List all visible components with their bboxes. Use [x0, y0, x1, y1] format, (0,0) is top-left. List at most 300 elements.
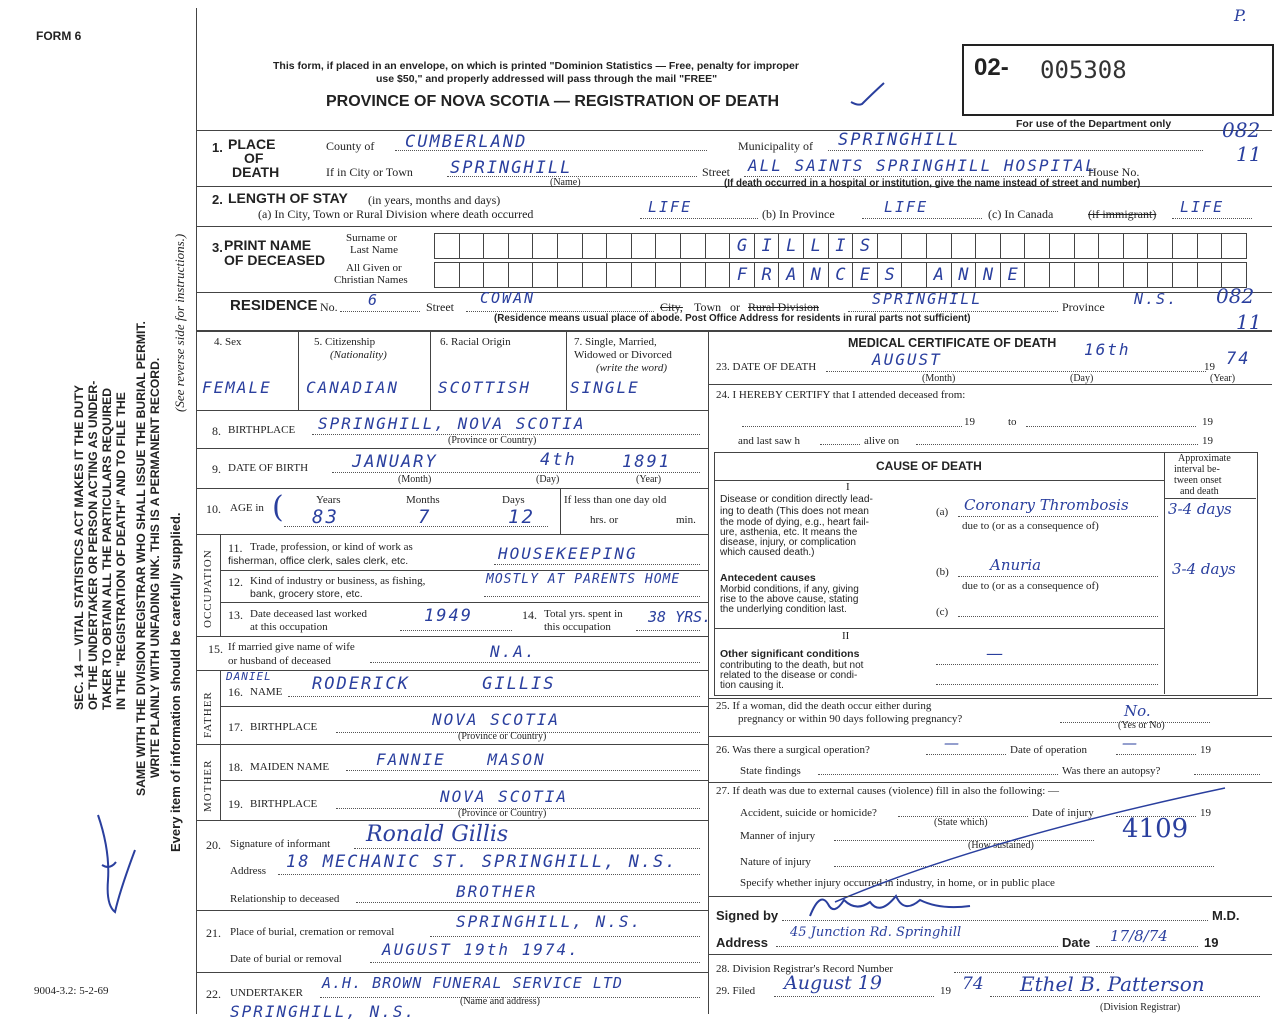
res-street-label: Street	[426, 300, 454, 314]
s26-dash: —	[1122, 734, 1137, 752]
s17-num: 17.	[228, 720, 243, 734]
given-box	[1172, 262, 1198, 288]
s22-l1: UNDERTAKER	[230, 987, 304, 999]
street-value: ALL SAINTS SPRINGHILL HOSPITAL	[748, 156, 1097, 175]
s10-months: 7	[418, 506, 432, 528]
surname-box	[1024, 233, 1050, 259]
given-letter: F	[736, 265, 748, 285]
age-bracket: (	[272, 490, 284, 525]
ant1: Antecedent causes	[720, 572, 816, 584]
ant4: the underlying condition last.	[720, 604, 847, 615]
s14-l1: Total yrs. spent in	[544, 608, 623, 620]
date-label: Date	[1062, 935, 1091, 950]
s21-num: 21.	[206, 926, 221, 940]
s22-value: A.H. BROWN FUNERAL SERVICE LTD	[322, 974, 623, 992]
s25-value: No.	[1124, 702, 1151, 720]
corner-mark: P.	[1234, 6, 1247, 25]
s7-label1: 7. Single, Married,	[574, 336, 657, 348]
surname-letter: G	[736, 236, 748, 256]
s16-value: RODERICK GILLIS	[312, 674, 556, 694]
given-box	[828, 262, 854, 288]
med-title: MEDICAL CERTIFICATE OF DEATH	[848, 336, 1057, 350]
s24-l2: and last saw h	[738, 435, 801, 447]
s19-num: 19.	[228, 797, 243, 811]
s24-19c: 19	[1202, 435, 1213, 447]
city-label: If in City or Town	[326, 165, 413, 179]
signed-label: Signed by	[716, 908, 779, 923]
surname-box	[1172, 233, 1198, 259]
d5: disease, injury, or complication	[720, 537, 856, 548]
s8-num: 8.	[212, 424, 221, 438]
s20-addr: 18 MECHANIC ST. SPRINGHILL, N.S.	[286, 852, 678, 872]
res-province-label: Province	[1062, 300, 1105, 314]
s20-l1: Signature of informant	[230, 838, 331, 850]
interval-h2: interval be-	[1174, 464, 1220, 475]
s27-code: 4109	[1122, 814, 1189, 844]
due-2: due to (or as a consequence of)	[962, 580, 1099, 592]
filed-year: 74	[962, 974, 984, 994]
s11-num: 11.	[228, 541, 243, 555]
cause-a-interval: 3-4 days	[1168, 500, 1232, 518]
surname-box	[1123, 233, 1149, 259]
s12-l1: Kind of industry or business, as fishing,	[250, 575, 426, 587]
s10-years: 83	[312, 506, 339, 528]
date-19: 19	[1204, 935, 1219, 950]
cause-title: CAUSE OF DEATH	[876, 459, 982, 473]
s3-title2: OF DECEASED	[224, 252, 326, 268]
s6-value: SCOTTISH	[438, 378, 532, 397]
given-box	[926, 262, 952, 288]
given-box	[1000, 262, 1026, 288]
surname-box	[434, 233, 460, 259]
surname-box	[532, 233, 558, 259]
given-box	[1049, 262, 1075, 288]
given-box	[754, 262, 780, 288]
surname-box	[680, 233, 706, 259]
s25-l2: pregnancy or within 90 days following pregnancy?	[738, 713, 963, 725]
s11-value: HOUSEKEEPING	[498, 544, 638, 563]
s10-label: AGE in	[230, 502, 264, 514]
given-box	[1074, 262, 1100, 288]
surname-box	[852, 233, 878, 259]
side-scribble	[80, 810, 150, 920]
s2-c-label: (c) In Canada	[988, 207, 1054, 221]
hospital-note: (If death occurred in a hospital or institution, give the name instead of street and number)	[724, 178, 1141, 189]
surname-letter: I	[835, 236, 846, 256]
s16-num: 16.	[228, 685, 243, 699]
s13-value: 1949	[424, 606, 473, 626]
surname-box	[975, 233, 1001, 259]
s24-19a: 19	[964, 416, 975, 428]
res-town: SPRINGHILL	[872, 290, 983, 308]
s2-num: 2.	[212, 192, 223, 207]
given-box	[655, 262, 681, 288]
s10-lt: If less than one day old	[564, 494, 667, 506]
notice-line1: This form, if placed in an envelope, on which is printed "Dominion Statistics — Free, penalty for improper	[273, 60, 799, 72]
s2-sub: (in years, months and days)	[368, 193, 501, 207]
given-box	[606, 262, 632, 288]
s27-manner: Manner of injury	[740, 830, 816, 842]
surname-box	[1074, 233, 1100, 259]
surname-box	[901, 233, 927, 259]
s9-day: 4th	[540, 450, 577, 470]
given-box	[508, 262, 534, 288]
s19-sub: (Province or Country)	[458, 808, 547, 819]
s10-days: 12	[508, 506, 535, 528]
given-box	[557, 262, 583, 288]
address-label: Address	[716, 935, 769, 950]
s1-code2: 11	[1236, 142, 1262, 166]
given-box	[852, 262, 878, 288]
s22-num: 22.	[206, 987, 221, 1001]
s13-l1: Date deceased last worked	[250, 608, 367, 620]
s23-century: 19	[1204, 361, 1215, 373]
s27-state: (State which)	[934, 817, 988, 828]
res-or: or	[730, 300, 740, 314]
s22-value2: SPRINGHILL, N.S.	[230, 1002, 417, 1021]
s9-label: DATE OF BIRTH	[228, 462, 309, 474]
given-box	[1147, 262, 1173, 288]
s2-c-value: LIFE	[1180, 198, 1225, 216]
d1: Disease or condition directly lead-	[720, 494, 873, 505]
s17-l1: BIRTHPLACE	[250, 721, 318, 733]
s10-days-label: Days	[502, 494, 525, 506]
s14-value: 38 YRS.	[648, 608, 712, 626]
d6: which caused death.)	[720, 547, 815, 558]
father-label: FATHER	[202, 691, 214, 738]
s24-to: to	[1008, 416, 1017, 428]
surname-box	[803, 233, 829, 259]
given-letter: N	[810, 265, 821, 285]
s1-death: DEATH	[232, 164, 280, 180]
s10-years-label: Years	[316, 494, 341, 506]
s9-day-sub: (Day)	[536, 474, 560, 485]
given-box	[975, 262, 1001, 288]
res-city-strike: City,	[660, 300, 683, 314]
given-letter: C	[835, 265, 846, 285]
s26-autopsy: Was there an autopsy?	[1062, 765, 1161, 777]
s8-sub: (Province or Country)	[448, 435, 537, 446]
s20-num: 20.	[206, 838, 221, 852]
s10-num: 10.	[206, 502, 221, 516]
s9-num: 9.	[212, 462, 221, 476]
s5-label2: (Nationality)	[330, 349, 387, 361]
given-box	[901, 262, 927, 288]
surname-letter: I	[761, 236, 772, 256]
s21-place: SPRINGHILL, N.S.	[456, 912, 643, 931]
given-box	[729, 262, 755, 288]
s11-l2: fisherman, office clerk, sales clerk, etc.	[228, 555, 409, 567]
md-label: M.D.	[1212, 908, 1240, 923]
other-dash: —	[986, 644, 1003, 664]
surname-box	[1197, 233, 1223, 259]
d4: ure, asthenia, etc. It means the	[720, 527, 858, 538]
cause-a-label: (a)	[936, 506, 949, 518]
s29: 29. Filed	[716, 985, 756, 997]
surname-box	[508, 233, 534, 259]
cause-a-value: Coronary Thrombosis	[964, 496, 1129, 514]
house-label: House No.	[1088, 165, 1140, 179]
s27-date: Date of injury	[1032, 807, 1094, 819]
s8-label: BIRTHPLACE	[228, 424, 296, 436]
ant3: rise to the above cause, stating	[720, 594, 859, 605]
cause-c-label: (c)	[936, 606, 949, 618]
registrar-sub: (Division Registrar)	[1100, 1002, 1181, 1013]
s25-sub: (Yes or No)	[1118, 720, 1165, 731]
res-town-label: Town	[694, 300, 722, 314]
cause-b-value: Anuria	[990, 556, 1042, 574]
s26-l2: State findings	[740, 765, 801, 777]
s23-month: AUGUST	[872, 350, 942, 369]
s27-19: 19	[1200, 807, 1211, 819]
o4: tion causing it.	[720, 680, 784, 691]
s16-pre: DANIEL	[226, 670, 272, 683]
s27-l1: 27. If death was due to external causes (violence) fill in also the following: —	[716, 785, 1060, 797]
surname-box	[1221, 233, 1247, 259]
reg-prefix: 02-	[974, 54, 1009, 81]
s17-value: NOVA SCOTIA	[432, 710, 560, 729]
due-1: due to (or as a consequence of)	[962, 520, 1099, 532]
s23-year-sub: (Year)	[1210, 373, 1236, 384]
municipality-value: SPRINGHILL	[838, 130, 961, 150]
s27-nature: Nature of injury	[740, 856, 811, 868]
surname-box	[606, 233, 632, 259]
o3: related to the disease or condi-	[720, 670, 858, 681]
s9-year: 1891	[622, 452, 671, 472]
form-title: PROVINCE OF NOVA SCOTIA — REGISTRATION OF DEATH	[326, 93, 780, 110]
s18-num: 18.	[228, 760, 243, 774]
s23-day-sub: (Day)	[1070, 373, 1094, 384]
s26-date: Date of operation	[1010, 744, 1087, 756]
s24-l1: 24. I HEREBY CERTIFY that I attended deceased from:	[716, 389, 966, 401]
s2-a-label: (a) In City, Town or Rural Division where death occurred	[258, 207, 534, 221]
given-letter: E	[1007, 265, 1018, 285]
residence-title: RESIDENCE	[230, 297, 318, 314]
s25-l1: 25. If a woman, did the death occur either during	[716, 700, 932, 712]
given-box	[803, 262, 829, 288]
res-no-label: No.	[320, 300, 338, 314]
given-box	[483, 262, 509, 288]
city-value: SPRINGHILL	[450, 158, 573, 178]
given-label2: Christian Names	[334, 274, 408, 286]
s20-addr-label: Address	[230, 865, 267, 877]
s7-value: SINGLE	[570, 378, 640, 397]
given-letter: R	[761, 265, 772, 285]
given-letter: E	[859, 265, 871, 285]
s28: 28. Division Registrar's Record Number	[716, 963, 894, 975]
surname-box	[557, 233, 583, 259]
surname-box	[631, 233, 657, 259]
s23-day: 16th	[1084, 340, 1131, 359]
given-letter: A	[786, 265, 797, 285]
s26-19: 19	[1200, 744, 1211, 756]
s13-num: 13.	[228, 608, 243, 622]
s3-title1: PRINT NAME	[224, 237, 312, 253]
interval-h4: and death	[1180, 486, 1219, 497]
s9-month: JANUARY	[352, 452, 438, 472]
form-label: FORM 6	[36, 29, 82, 43]
s21-date: AUGUST 19th 1974.	[382, 940, 580, 959]
surname-label2: Last Name	[350, 244, 398, 256]
s1-num: 1.	[212, 140, 223, 155]
given-box	[877, 262, 903, 288]
physician-signature	[800, 886, 980, 926]
roman-2: II	[842, 630, 850, 642]
s2-b-value: LIFE	[884, 198, 929, 216]
surname-box	[582, 233, 608, 259]
s7-label2: Widowed or Divorced	[574, 349, 672, 361]
s5-label1: 5. Citizenship	[314, 336, 376, 348]
surname-letter: L	[786, 236, 797, 256]
name-sub: (Name)	[550, 177, 581, 188]
s24-alive: alive on	[864, 435, 900, 447]
s12-l2: bank, grocery store, etc.	[250, 588, 363, 600]
surname-box	[655, 233, 681, 259]
s20-rel-label: Relationship to deceased	[230, 893, 340, 905]
county-label: County of	[326, 139, 375, 153]
d3: the mode of dying, e.g., heart fail-	[720, 517, 869, 528]
mother-label: MOTHER	[202, 759, 214, 812]
s27-how: (How sustained)	[968, 840, 1034, 851]
s9-year-sub: (Year)	[636, 474, 662, 485]
physician-address: 45 Junction Rd. Springhill	[790, 925, 962, 940]
s23-year: 74	[1226, 349, 1251, 369]
s22-sub: (Name and address)	[460, 996, 540, 1007]
s4-value: FEMALE	[202, 378, 272, 397]
s10-min: min.	[676, 514, 696, 526]
print-code: 9004-3.2: 5-2-69	[34, 985, 109, 997]
s20-rel: BROTHER	[456, 882, 538, 901]
s2-a-value: LIFE	[648, 198, 693, 216]
cause-b-label: (b)	[936, 566, 949, 578]
s19-l1: BIRTHPLACE	[250, 798, 318, 810]
s2-b-label: (b) In Province	[762, 207, 835, 221]
s26-l1: 26. Was there a surgical operation?	[716, 744, 870, 756]
s15-l1: If married give name of wife	[228, 641, 355, 653]
s4-label: 4. Sex	[214, 336, 242, 348]
notice-line2: use $50," and properly addressed will pass through the mail "FREE"	[376, 73, 718, 85]
dept-use: For use of the Department only	[1016, 118, 1172, 130]
surname-box	[951, 233, 977, 259]
s10-hrs: hrs. or	[590, 514, 619, 526]
given-box	[705, 262, 731, 288]
s1-of: OF	[244, 150, 264, 166]
filed-value: August 19	[784, 972, 882, 994]
s21-l2: Date of burial or removal	[230, 953, 342, 965]
given-letter: A	[933, 265, 944, 285]
street-label: Street	[702, 165, 730, 179]
s14-l2: this occupation	[544, 621, 611, 633]
occupation-label: OCCUPATION	[202, 549, 214, 628]
d2: ing to death (This does not mean	[720, 506, 869, 517]
s15-value: N.A.	[490, 642, 537, 661]
given-letter: N	[982, 265, 994, 285]
municipality-label: Municipality of	[738, 139, 813, 153]
sign-date: 17/8/74	[1110, 927, 1168, 945]
surname-letter: S	[859, 236, 871, 256]
given-letter: S	[884, 265, 895, 285]
res-rural-strike: Rural Division	[748, 300, 819, 314]
given-box	[1024, 262, 1050, 288]
s6-label: 6. Racial Origin	[440, 336, 511, 348]
s21-l1: Place of burial, cremation or removal	[230, 926, 395, 938]
s27-specify: Specify whether injury occurred in industry, in home, or in public place	[740, 877, 1055, 889]
s18-l1: MAIDEN NAME	[250, 761, 330, 773]
given-box	[582, 262, 608, 288]
surname-box	[778, 233, 804, 259]
o2: contributing to the death, but not	[720, 660, 864, 671]
surname-box	[483, 233, 509, 259]
given-label1: All Given or	[346, 262, 402, 274]
s5-value: CANADIAN	[306, 378, 400, 397]
res-street: COWAN	[480, 289, 536, 307]
cause-b-interval: 3-4 days	[1172, 560, 1236, 578]
s20-signature: Ronald Gillis	[366, 822, 509, 847]
given-box	[951, 262, 977, 288]
s2-title: LENGTH OF STAY	[228, 190, 348, 206]
surname-box	[459, 233, 485, 259]
given-box	[631, 262, 657, 288]
s7-label3: (write the word)	[596, 362, 668, 374]
surname-box	[1049, 233, 1075, 259]
interval-h1: Approximate	[1178, 453, 1231, 464]
surname-box	[729, 233, 755, 259]
s19-value: NOVA SCOTIA	[440, 787, 568, 806]
res-note: (Residence means usual place of abode. Post Office Address for residents in rural parts not sufficient)	[494, 313, 971, 324]
s23-label: 23. DATE OF DEATH	[716, 361, 817, 373]
s15-l2: or husband of deceased	[228, 655, 331, 667]
s1-title: PLACE	[228, 136, 276, 152]
ant2: Morbid conditions, if any, giving	[720, 584, 859, 595]
s12-value: MOSTLY AT PARENTS HOME	[486, 572, 681, 587]
given-box	[778, 262, 804, 288]
s1-code1: 082	[1222, 118, 1261, 142]
surname-box	[1147, 233, 1173, 259]
given-box	[1123, 262, 1149, 288]
s17-sub: (Province or Country)	[458, 731, 547, 742]
s26-value: —	[944, 734, 959, 752]
s10-months-label: Months	[406, 494, 440, 506]
s11-l1: Trade, profession, or kind of work as	[250, 541, 413, 553]
s24-19b: 19	[1202, 416, 1213, 428]
surname-box	[1098, 233, 1124, 259]
surname-box	[1000, 233, 1026, 259]
reg-number: 005308	[1040, 56, 1127, 84]
res-code2: 11	[1236, 310, 1262, 334]
s15-num: 15.	[208, 642, 223, 656]
surname-box	[754, 233, 780, 259]
s18-value: FANNIE MASON	[376, 750, 546, 769]
given-box	[532, 262, 558, 288]
o1: Other significant conditions	[720, 648, 860, 660]
res-no: 6	[368, 291, 380, 309]
s9-month-sub: (Month)	[398, 474, 432, 485]
given-box	[1098, 262, 1124, 288]
s23-month-sub: (Month)	[922, 373, 956, 384]
surname-box	[828, 233, 854, 259]
s2-c-strike: (if immigrant)	[1088, 207, 1157, 221]
roman-1: I	[846, 481, 850, 493]
surname-label1: Surname or	[346, 232, 398, 244]
s27-acc: Accident, suicide or homicide?	[740, 807, 877, 819]
res-province: N.S.	[1134, 290, 1179, 308]
surname-box	[877, 233, 903, 259]
given-box	[434, 262, 460, 288]
s3-num: 3.	[212, 240, 223, 255]
county-value: CUMBERLAND	[405, 132, 528, 152]
interval-h3: tween onset	[1174, 475, 1222, 486]
s13-l2: at this occupation	[250, 621, 328, 633]
